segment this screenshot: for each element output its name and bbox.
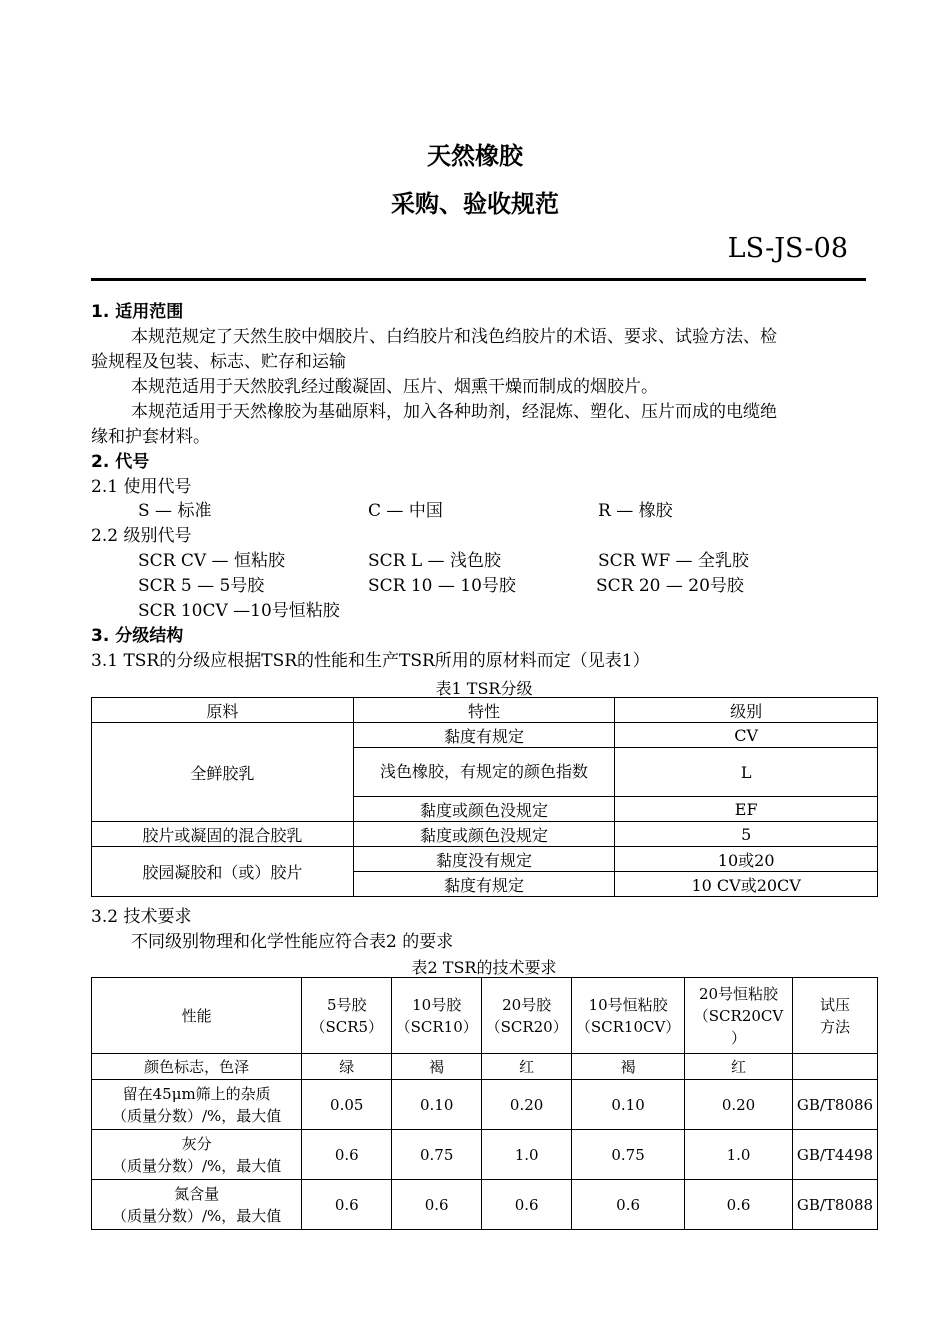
table-cell-value: 0.75 bbox=[572, 1130, 685, 1180]
table-cell-material: 全鲜胶乳 bbox=[92, 723, 354, 822]
table-cell-value: 褐 bbox=[392, 1054, 482, 1080]
table-cell-value: 褐 bbox=[572, 1054, 685, 1080]
table-row bbox=[92, 822, 878, 847]
header-line: ） bbox=[731, 1028, 747, 1047]
table-header-cell: 性能 bbox=[92, 978, 302, 1054]
table-cell-value: 0.6 bbox=[685, 1180, 793, 1230]
table-header-cell: 原料 bbox=[92, 698, 354, 723]
code-grade-l: SCR L — 浅色胶 bbox=[368, 551, 501, 571]
table-row bbox=[92, 723, 878, 748]
table-cell-grade: 5 bbox=[615, 822, 878, 847]
table-cell-value: 0.6 bbox=[302, 1180, 392, 1230]
code-grade-wf: SCR WF — 全乳胶 bbox=[598, 551, 749, 571]
table-header-cell bbox=[572, 978, 685, 1054]
header-line: （SCR20CV bbox=[693, 1006, 784, 1025]
header-line: 10号胶 bbox=[412, 995, 462, 1014]
section-1-paragraph-1b: 验规程及包装、标志、贮存和运输 bbox=[91, 352, 346, 372]
header-line: （SCR10） bbox=[395, 1017, 478, 1036]
section-1-heading: 1. 适用范围 bbox=[91, 302, 184, 322]
table-cell-property: 黏度有规定 bbox=[353, 723, 615, 748]
table-header-cell: 级别 bbox=[615, 698, 878, 723]
table-cell-material: 胶园凝胶和（或）胶片 bbox=[92, 847, 354, 897]
table-cell-value: 0.20 bbox=[482, 1080, 572, 1130]
table-cell-method: GB/T8086 bbox=[792, 1080, 877, 1130]
table-cell-method: GB/T8088 bbox=[792, 1180, 877, 1230]
table-2-caption: 表2 TSR的技术要求 bbox=[411, 958, 557, 977]
table-row bbox=[92, 698, 878, 723]
table-cell-value: 1.0 bbox=[482, 1130, 572, 1180]
table-cell-value: 0.6 bbox=[482, 1180, 572, 1230]
table-cell-grade: L bbox=[615, 748, 878, 797]
property-line: 留在45μm筛上的杂质 bbox=[122, 1084, 271, 1103]
property-line: （质量分数）/%，最大值 bbox=[111, 1156, 282, 1175]
table-row bbox=[92, 1180, 878, 1230]
subsection-2-1: 2.1 使用代号 bbox=[91, 477, 192, 497]
header-line: 10号恒粘胶 bbox=[588, 995, 668, 1014]
table-cell-property: 颜色标志，色泽 bbox=[92, 1054, 302, 1080]
table-cell-grade: 10或20 bbox=[615, 847, 878, 872]
table-1-tsr-grades bbox=[91, 697, 878, 897]
table-header-cell bbox=[792, 978, 877, 1054]
property-line: 灰分 bbox=[181, 1134, 212, 1153]
code-grade-10cv: SCR 10CV —10号恒粘胶 bbox=[138, 601, 340, 621]
property-line: （质量分数）/%，最大值 bbox=[111, 1206, 282, 1225]
table-cell-value: 0.20 bbox=[685, 1080, 793, 1130]
code-grade-5: SCR 5 — 5号胶 bbox=[138, 576, 265, 596]
table-cell-value: 1.0 bbox=[685, 1130, 793, 1180]
header-line: （SCR10CV） bbox=[575, 1017, 681, 1036]
table-header-cell bbox=[302, 978, 392, 1054]
subsection-2-2: 2.2 级别代号 bbox=[91, 526, 192, 546]
header-divider bbox=[91, 278, 866, 281]
subsection-3-2: 3.2 技术要求 bbox=[91, 907, 192, 927]
table-cell-value: 0.05 bbox=[302, 1080, 392, 1130]
table-1-caption: 表1 TSR分级 bbox=[435, 679, 533, 698]
table-row bbox=[92, 1080, 878, 1130]
table-cell-value: 0.10 bbox=[392, 1080, 482, 1130]
table-cell-value: 0.75 bbox=[392, 1130, 482, 1180]
code-use-s: S — 标准 bbox=[138, 501, 212, 521]
section-1-paragraph-3b: 缘和护套材料。 bbox=[91, 427, 210, 447]
section-1-paragraph-2: 本规范适用于天然胶乳经过酸凝固、压片、烟熏干燥而制成的烟胶片。 bbox=[131, 377, 658, 397]
table-cell-value: 绿 bbox=[302, 1054, 392, 1080]
table-row bbox=[92, 1054, 878, 1080]
section-2-heading: 2. 代号 bbox=[91, 452, 150, 472]
table-cell-grade: EF bbox=[615, 797, 878, 822]
section-1-paragraph-3a: 本规范适用于天然橡胶为基础原料，加入各种助剂，经混炼、塑化、压片而成的电缆绝 bbox=[131, 402, 777, 422]
table-header-cell bbox=[685, 978, 793, 1054]
table-cell-property: 黏度没有规定 bbox=[353, 847, 615, 872]
table-cell-value: 0.6 bbox=[572, 1180, 685, 1230]
table-cell-property bbox=[92, 1180, 302, 1230]
table-row bbox=[92, 1130, 878, 1180]
code-grade-20: SCR 20 — 20号胶 bbox=[596, 576, 744, 596]
table-cell-property: 黏度或颜色没规定 bbox=[353, 822, 615, 847]
table-cell-property: 黏度有规定 bbox=[353, 872, 615, 897]
subsection-3-2-text: 不同级别物理和化学性能应符合表2 的要求 bbox=[131, 932, 454, 952]
property-line: （质量分数）/%，最大值 bbox=[111, 1106, 282, 1125]
table-cell-method: GB/T4498 bbox=[792, 1130, 877, 1180]
header-line: 20号恒粘胶 bbox=[698, 984, 779, 1003]
table-cell-property: 浅色橡胶，有规定的颜色指数 bbox=[353, 748, 615, 797]
table-cell-property bbox=[92, 1080, 302, 1130]
table-cell-value: 红 bbox=[482, 1054, 572, 1080]
doc-code: LS-JS-08 bbox=[727, 233, 848, 264]
table-cell-value: 0.6 bbox=[302, 1130, 392, 1180]
property-line: 氮含量 bbox=[174, 1184, 220, 1203]
code-grade-cv: SCR CV — 恒粘胶 bbox=[138, 551, 285, 571]
header-line: 20号胶 bbox=[502, 995, 552, 1014]
table-cell-value: 红 bbox=[685, 1054, 793, 1080]
table-2-tsr-requirements bbox=[91, 977, 878, 1230]
table-header-cell bbox=[392, 978, 482, 1054]
code-grade-10: SCR 10 — 10号胶 bbox=[368, 576, 516, 596]
code-use-c: C — 中国 bbox=[368, 501, 443, 521]
section-3-heading: 3. 分级结构 bbox=[91, 626, 184, 646]
section-1-paragraph-1a: 本规范规定了天然生胶中烟胶片、白绉胶片和浅色绉胶片的术语、要求、试验方法、检 bbox=[131, 327, 777, 347]
doc-title-line2: 采购、验收规范 bbox=[391, 190, 559, 218]
table-row bbox=[92, 847, 878, 872]
header-line: 方法 bbox=[819, 1017, 850, 1036]
table-header-cell: 特性 bbox=[353, 698, 615, 723]
table-cell-value: 0.6 bbox=[392, 1180, 482, 1230]
table-cell-property: 黏度或颜色没规定 bbox=[353, 797, 615, 822]
header-line: 试压 bbox=[819, 995, 850, 1014]
table-cell-method bbox=[792, 1054, 877, 1080]
table-cell-value: 0.10 bbox=[572, 1080, 685, 1130]
table-row bbox=[92, 978, 878, 1054]
table-header-cell bbox=[482, 978, 572, 1054]
header-line: 5号胶 bbox=[326, 995, 367, 1014]
subsection-3-1: 3.1 TSR的分级应根据TSR的性能和生产TSR所用的原材料而定（见表1） bbox=[91, 651, 650, 671]
doc-title-line1: 天然橡胶 bbox=[427, 142, 523, 170]
header-line: （SCR20） bbox=[485, 1017, 568, 1036]
table-cell-grade: 10 CV或20CV bbox=[615, 872, 878, 897]
code-use-r: R — 橡胶 bbox=[598, 501, 673, 521]
table-cell-material: 胶片或凝固的混合胶乳 bbox=[92, 822, 354, 847]
table-cell-grade: CV bbox=[615, 723, 878, 748]
table-cell-property bbox=[92, 1130, 302, 1180]
header-line: （SCR5） bbox=[310, 1017, 384, 1036]
